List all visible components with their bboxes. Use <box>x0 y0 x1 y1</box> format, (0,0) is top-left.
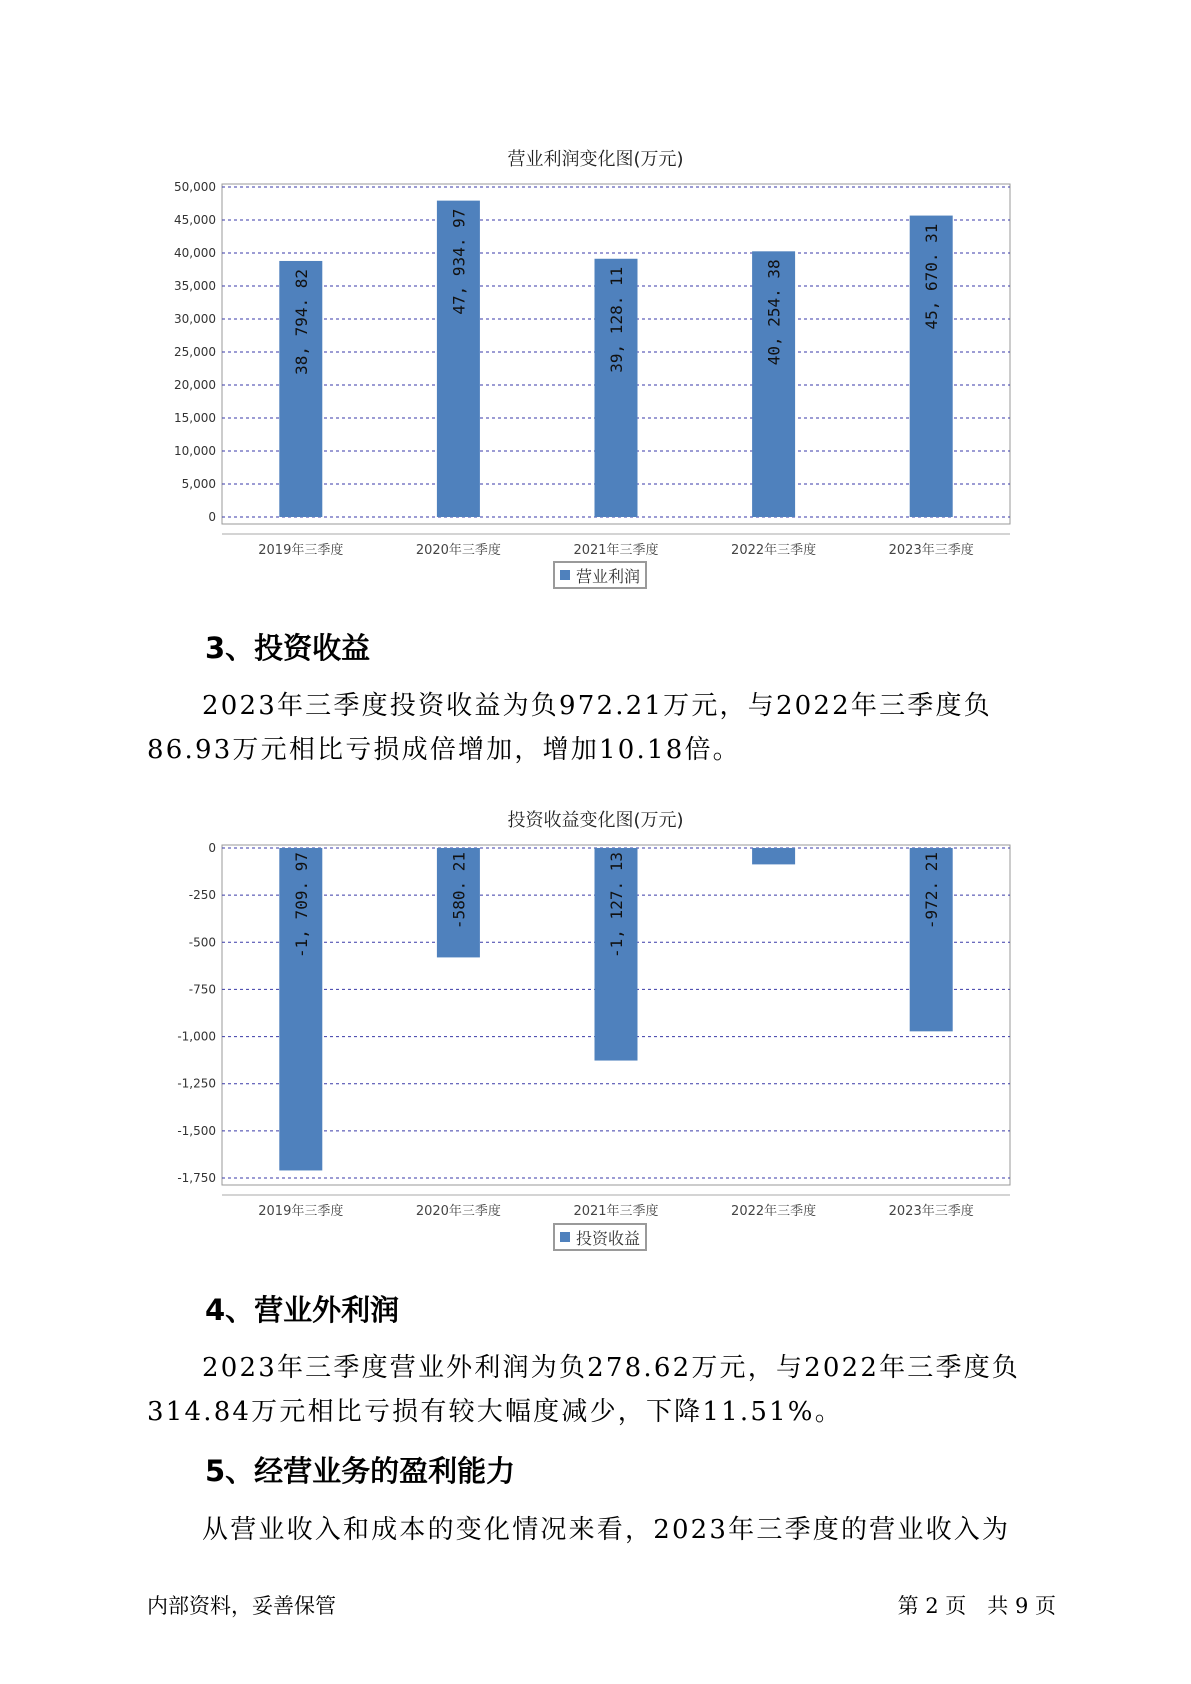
y-tick-label: 5,000 <box>181 477 216 491</box>
y-tick-label: -1,750 <box>177 1171 216 1185</box>
footer-page-number: 第 2 页 共 9 页 <box>897 1594 1056 1618</box>
investment-income-chart <box>0 836 1191 1216</box>
chart1-title: 营业利润变化图(万元) <box>507 149 684 170</box>
legend-swatch <box>560 570 570 580</box>
bar <box>752 848 795 864</box>
section3-paragraph <box>147 684 1067 772</box>
y-tick-label: 50,000 <box>174 180 216 194</box>
y-tick-label: 25,000 <box>174 345 216 359</box>
y-tick-label: 30,000 <box>174 312 216 326</box>
x-tick-label: 2023年三季度 <box>888 543 974 555</box>
y-tick-label: 20,000 <box>174 378 216 392</box>
x-tick-label: 2023年三季度 <box>888 1204 974 1216</box>
x-tick-label: 2022年三季度 <box>731 543 817 555</box>
y-tick-label: -500 <box>188 935 216 950</box>
chart2-legend-label: 投资收益 <box>576 1228 641 1248</box>
section3-text: 2023年三季度投资收益为负972.21万元，与2022年三季度负86.93万元相比亏损成倍增加，增加10.18倍。 <box>147 691 992 765</box>
x-tick-label: 2021年三季度 <box>573 1204 659 1216</box>
y-tick-label: -750 <box>188 982 216 997</box>
x-tick-label: 2020年三季度 <box>415 543 501 555</box>
section4-paragraph <box>147 1346 1067 1434</box>
x-tick-label: 2021年三季度 <box>573 543 659 555</box>
chart2-legend <box>553 1223 647 1251</box>
section3-heading: 3、投资收益 <box>205 631 371 665</box>
y-tick-label: 10,000 <box>174 444 216 458</box>
y-tick-label: 15,000 <box>174 411 216 425</box>
y-tick-label: 0 <box>208 841 216 855</box>
legend-swatch <box>560 1232 570 1242</box>
section4-heading: 4、营业外利润 <box>205 1293 400 1327</box>
y-tick-label: -250 <box>188 888 216 903</box>
bar-data-label: 45, 670. 31 <box>922 223 942 330</box>
chart2-title: 投资收益变化图(万元) <box>507 810 684 831</box>
section5-paragraph <box>147 1508 1067 1552</box>
bar-data-label: 47, 934. 97 <box>449 208 469 315</box>
y-tick-label: -1,000 <box>177 1029 216 1044</box>
y-tick-label: -1,250 <box>177 1076 216 1091</box>
bar-data-label: -1, 709. 97 <box>291 852 311 958</box>
y-tick-label: 35,000 <box>174 279 216 293</box>
bar-data-label: -1, 127. 13 <box>607 852 626 958</box>
x-tick-label: 2022年三季度 <box>731 1204 817 1216</box>
section4-text: 2023年三季度营业外利润为负278.62万元，与2022年三季度负314.84万元相比亏损有较大幅度减少，下降11.51%。 <box>147 1353 1021 1427</box>
y-tick-label: -1,500 <box>177 1123 216 1138</box>
y-tick-label: 45,000 <box>174 213 216 227</box>
operating-profit-chart <box>0 175 1191 555</box>
section5-text: 从营业收入和成本的变化情况来看，2023年三季度的营业收入为 <box>202 1515 1011 1545</box>
x-tick-label: 2019年三季度 <box>258 543 344 555</box>
bar-data-label: -580. 21 <box>449 852 469 930</box>
bar-data-label: 39, 128. 11 <box>607 266 626 373</box>
footer-left: 内部资料，妥善保管 <box>147 1594 336 1618</box>
chart1-legend <box>553 561 647 589</box>
section5-heading: 5、经营业务的盈利能力 <box>205 1454 516 1488</box>
x-tick-label: 2019年三季度 <box>258 1204 344 1216</box>
bar-data-label: 38, 794. 82 <box>291 268 311 375</box>
y-tick-label: 0 <box>208 510 216 524</box>
bar-data-label: -972. 21 <box>922 852 942 930</box>
bar-data-label: 40, 254. 38 <box>764 259 784 366</box>
y-tick-label: 40,000 <box>174 246 216 260</box>
chart1-legend-label: 营业利润 <box>576 566 641 586</box>
x-tick-label: 2020年三季度 <box>415 1204 501 1216</box>
